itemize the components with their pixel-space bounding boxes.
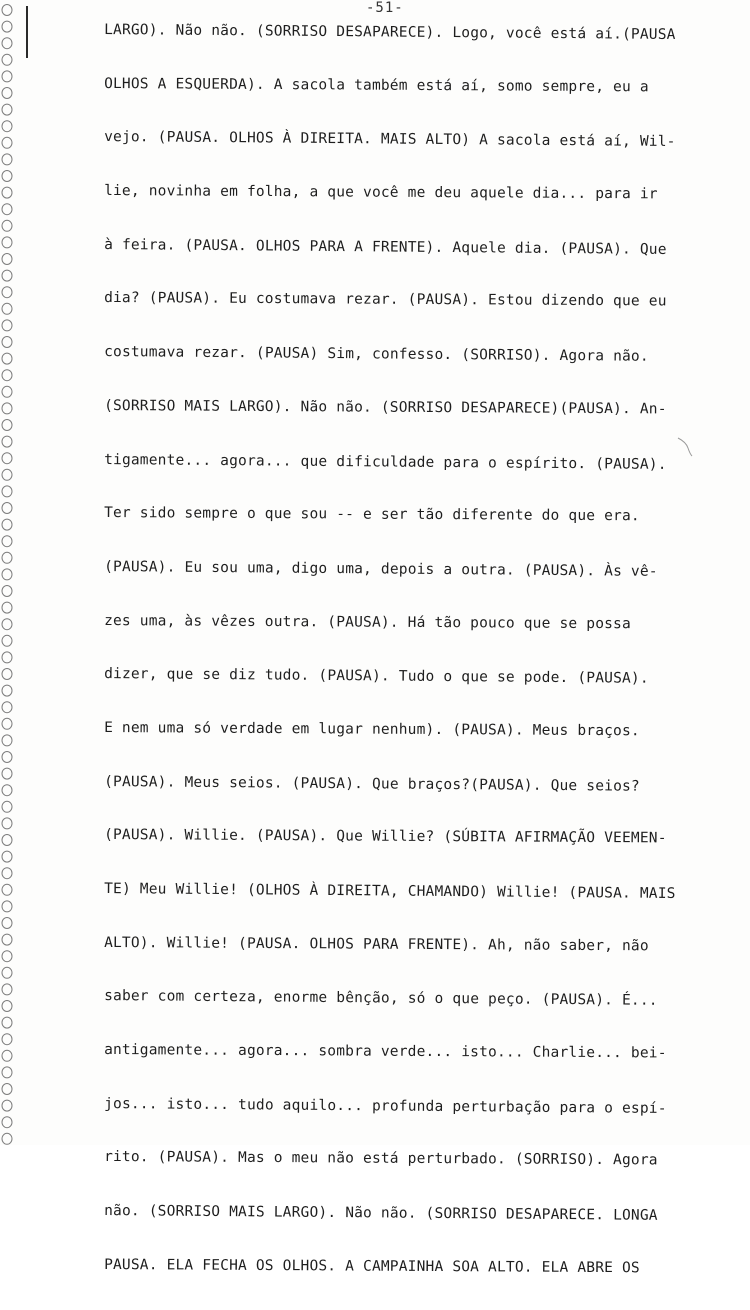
perforation-hole bbox=[2, 785, 12, 796]
perforation-hole bbox=[2, 88, 12, 99]
text-line: vejo. (PAUSA. OLHOS À DIREITA. MAIS ALTO) A sacola está aí, Wil- bbox=[104, 129, 676, 151]
margin-line bbox=[26, 6, 28, 58]
perforation-hole bbox=[2, 718, 12, 729]
perforation-hole bbox=[2, 1001, 12, 1012]
text-line: saber com certeza, enorme bênção, só o que peço. (PAUSA). É... bbox=[104, 988, 658, 1010]
perforation-hole bbox=[2, 469, 12, 480]
perforation-hole bbox=[2, 287, 12, 298]
perforation-hole bbox=[2, 54, 12, 65]
perforation-hole bbox=[2, 420, 12, 431]
stray-pen-mark bbox=[676, 436, 694, 458]
perforation-hole bbox=[2, 984, 12, 995]
perforation-hole bbox=[2, 602, 12, 613]
text-line: à feira. (PAUSA. OLHOS PARA A FRENTE). Aquele dia. (PAUSA). Que bbox=[104, 236, 667, 258]
perforation-hole bbox=[2, 652, 12, 663]
text-line: OLHOS A ESQUERDA). A sacola também está aí, somo sempre, eu a bbox=[104, 75, 649, 96]
text-line: ALTO). Willie! (PAUSA. OLHOS PARA FRENTE). Ah, não saber, não bbox=[104, 934, 649, 955]
text-line: TE) Meu Willie! (OLHOS À DIREITA, CHAMANDO) Willie! (PAUSA. MAIS bbox=[104, 881, 676, 902]
perforation-hole bbox=[2, 934, 12, 945]
perforation-hole bbox=[2, 901, 12, 912]
body-text bbox=[104, 18, 724, 1307]
perforation-hole bbox=[2, 868, 12, 879]
perforation-hole bbox=[2, 270, 12, 281]
perforation-hole bbox=[2, 536, 12, 547]
text-line: zes uma, às vêzes outra. (PAUSA). Há tão pouco que se possa bbox=[104, 612, 631, 632]
perforation-hole bbox=[2, 121, 12, 132]
perforation-hole bbox=[2, 353, 12, 364]
perforation-hole bbox=[2, 1117, 12, 1128]
text-line: rito. (PAUSA). Mas o meu não está perturbado. (SORRISO). Agora bbox=[104, 1149, 658, 1169]
perforation-hole bbox=[2, 21, 12, 32]
text-line: (PAUSA). Meus seios. (PAUSA). Que braços?(PAUSA). Que seios? bbox=[104, 773, 640, 795]
perforation-hole bbox=[2, 619, 12, 630]
perforation-hole bbox=[2, 171, 12, 182]
perforation-hole bbox=[2, 204, 12, 215]
perforation-hole bbox=[2, 1084, 12, 1095]
text-line: não. (SORRISO MAIS LARGO). Não não. (SORRISO DESAPARECE. LONGA bbox=[104, 1203, 658, 1224]
perforation-hole bbox=[2, 951, 12, 962]
perforation-hole bbox=[2, 220, 12, 231]
perforation-hole bbox=[2, 386, 12, 397]
perforation-hole bbox=[2, 635, 12, 646]
perforation-hole bbox=[2, 154, 12, 165]
perforation-hole bbox=[2, 436, 12, 447]
perforation-hole bbox=[2, 552, 12, 563]
perforation-hole bbox=[2, 735, 12, 746]
perforation-hole bbox=[2, 1034, 12, 1045]
perforation-hole bbox=[2, 768, 12, 779]
text-line: Ter sido sempre o que sou -- e ser tão diferente do que era. bbox=[104, 505, 640, 525]
perforation-hole bbox=[2, 254, 12, 265]
perforation-hole bbox=[2, 104, 12, 115]
perforation-hole bbox=[2, 1017, 12, 1028]
perforation-hole bbox=[2, 503, 12, 514]
text-line: tigamente... agora... que dificuldade para o espírito. (PAUSA). bbox=[104, 451, 667, 473]
perforation-hole bbox=[2, 851, 12, 862]
text-line: dia? (PAUSA). Eu costumava rezar. (PAUSA). Estou dizendo que eu bbox=[104, 290, 667, 310]
perforation-hole bbox=[2, 818, 12, 829]
perforation-hole bbox=[2, 685, 12, 696]
perforation-hole bbox=[2, 702, 12, 713]
text-line: PAUSA. ELA FECHA OS OLHOS. A CAMPAINHA SOA ALTO. ELA ABRE OS bbox=[104, 1256, 640, 1277]
perforation-hole bbox=[2, 918, 12, 929]
perforation-hole bbox=[2, 519, 12, 530]
text-line: E nem uma só verdade em lugar nenhum). (PAUSA). Meus braços. bbox=[104, 719, 640, 740]
perforation-hole bbox=[2, 1067, 12, 1078]
text-line: lie, novinha em folha, a que você me deu aquele dia... para ir bbox=[104, 183, 658, 203]
perforation-hole bbox=[2, 486, 12, 497]
page-number: -51- bbox=[366, 0, 404, 16]
perforation-hole bbox=[2, 967, 12, 978]
perforation-hole bbox=[2, 1133, 12, 1144]
perforation-hole bbox=[2, 137, 12, 148]
perforation-hole bbox=[2, 403, 12, 414]
text-line: (PAUSA). Eu sou uma, digo uma, depois a outra. (PAUSA). Às vê- bbox=[104, 558, 658, 580]
perforation-hole bbox=[2, 669, 12, 680]
perforation-hole bbox=[2, 337, 12, 348]
perforation-hole bbox=[2, 569, 12, 580]
tractor-feed-holes bbox=[0, 0, 18, 1145]
text-line: (PAUSA). Willie. (PAUSA). Que Willie? (SÚBITA AFIRMAÇÃO VEEMEN- bbox=[104, 827, 667, 847]
text-line: LARGO). Não não. (SORRISO DESAPARECE). Logo, você está aí.(PAUSA bbox=[104, 22, 676, 43]
perforation-hole bbox=[2, 38, 12, 49]
text-line: costumava rezar. (PAUSA) Sim, confesso. (SORRISO). Agora não. bbox=[104, 344, 649, 365]
perforation-hole bbox=[2, 370, 12, 381]
perforation-hole bbox=[2, 1100, 12, 1111]
perforation-hole bbox=[2, 71, 12, 82]
perforation-hole bbox=[2, 801, 12, 812]
perforation-hole bbox=[2, 884, 12, 895]
perforation-hole bbox=[2, 320, 12, 331]
perforation-hole bbox=[2, 835, 12, 846]
perforation-hole bbox=[2, 752, 12, 763]
text-line: dizer, que se diz tudo. (PAUSA). Tudo o que se pode. (PAUSA). bbox=[104, 666, 649, 688]
perforation-hole bbox=[2, 586, 12, 597]
perforation-hole bbox=[2, 237, 12, 248]
perforation-hole bbox=[2, 303, 12, 314]
text-line: antigamente... agora... sombra verde... isto... Charlie... bei- bbox=[104, 1042, 667, 1062]
text-line: (SORRISO MAIS LARGO). Não não. (SORRISO DESAPARECE)(PAUSA). An- bbox=[104, 397, 667, 418]
perforation-hole bbox=[2, 187, 12, 198]
perforation-hole bbox=[2, 453, 12, 464]
text-line: jos... isto... tudo aquilo... profunda perturbação para o espí- bbox=[104, 1095, 667, 1117]
perforation-hole bbox=[2, 1050, 12, 1061]
perforation-hole bbox=[2, 5, 12, 16]
